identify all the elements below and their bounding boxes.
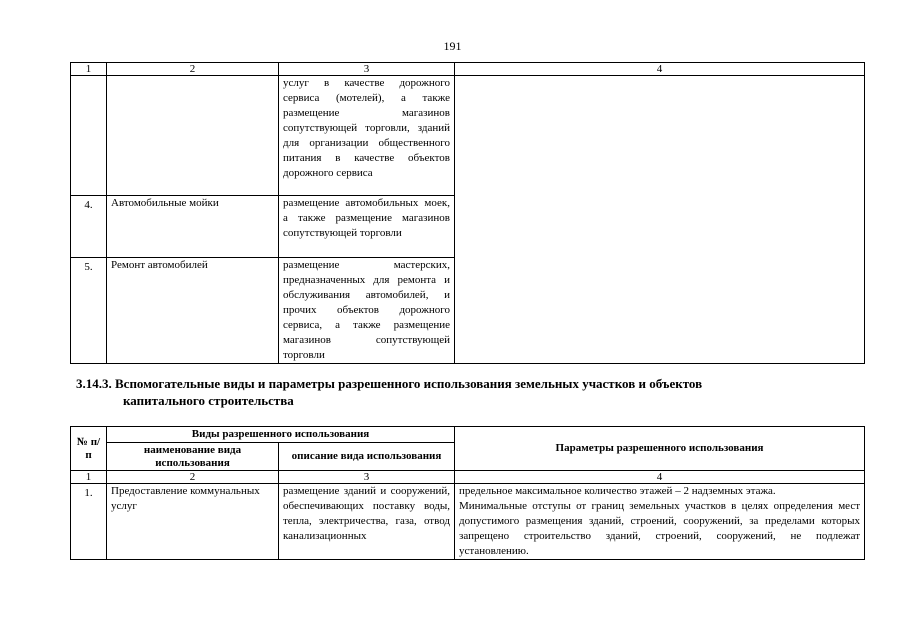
col-number: 2 [107, 63, 279, 76]
use-name [107, 76, 279, 196]
col-number: 4 [455, 63, 865, 76]
table-row [71, 76, 865, 196]
use-name: Предоставление коммунальных услуг [107, 484, 279, 560]
column-number-row [71, 471, 865, 484]
page-number: 191 [443, 39, 462, 53]
auxiliary-uses-table [70, 426, 865, 560]
params-line: предельное максимальное количество этажей – 2 надземных этажа. [459, 485, 776, 497]
header-description: описание вида использования [279, 443, 455, 471]
use-description: размещение зданий и сооружений, обеспечивающих поставку воды, тепла, электричества, газа, отвод канализационных [279, 484, 455, 560]
table-row [71, 484, 865, 560]
use-description: услуг в качестве дорожного сервиса (мотелей), а также размещение магазинов сопутствующей торговли, зданий для организации общественного питания в качестве объектов дорожного сервиса [279, 76, 455, 196]
use-parameters [455, 484, 865, 560]
use-description: размещение мастерских, предназначенных для ремонта и обслуживания автомобилей, и прочих объектов дорожного сервиса, а также размещение магазинов сопутствующей торговли [279, 258, 455, 364]
col-number: 1 [71, 63, 107, 76]
header-row [71, 427, 865, 443]
section-heading-line1: 3.14.3. Вспомогательные виды и параметры разрешенного использования земельных участков и объектов [76, 376, 703, 391]
row-number: 1. [71, 484, 107, 560]
header-group: Виды разрешенного использования [107, 427, 455, 443]
col-number: 3 [279, 471, 455, 484]
col-number: 2 [107, 471, 279, 484]
header-num: № п/п [71, 427, 107, 471]
col-number: 1 [71, 471, 107, 484]
use-name: Автомобильные мойки [107, 196, 279, 258]
section-heading [76, 375, 702, 409]
column-number-row [71, 63, 865, 76]
row-number: 4. [71, 196, 107, 258]
params-line: Минимальные отступы от границ земельных участков в целях определения мест допустимого размещения зданий, строений, сооружений, за пределами которых запрещено строительство зданий, строений, сооружений, не подлежат установлению. [459, 500, 861, 557]
use-name: Ремонт автомобилей [107, 258, 279, 364]
col-number: 3 [279, 63, 455, 76]
header-name: наименование вида использования [107, 443, 279, 471]
continuation-table [70, 62, 865, 364]
header-params: Параметры разрешенного использования [455, 427, 865, 471]
row-number: 5. [71, 258, 107, 364]
use-parameters [455, 76, 865, 364]
col-number: 4 [455, 471, 865, 484]
section-heading-line2: капитального строительства [123, 393, 294, 408]
use-description: размещение автомобильных моек, а также размещение магазинов сопутствующей торговли [279, 196, 455, 258]
row-number [71, 76, 107, 196]
